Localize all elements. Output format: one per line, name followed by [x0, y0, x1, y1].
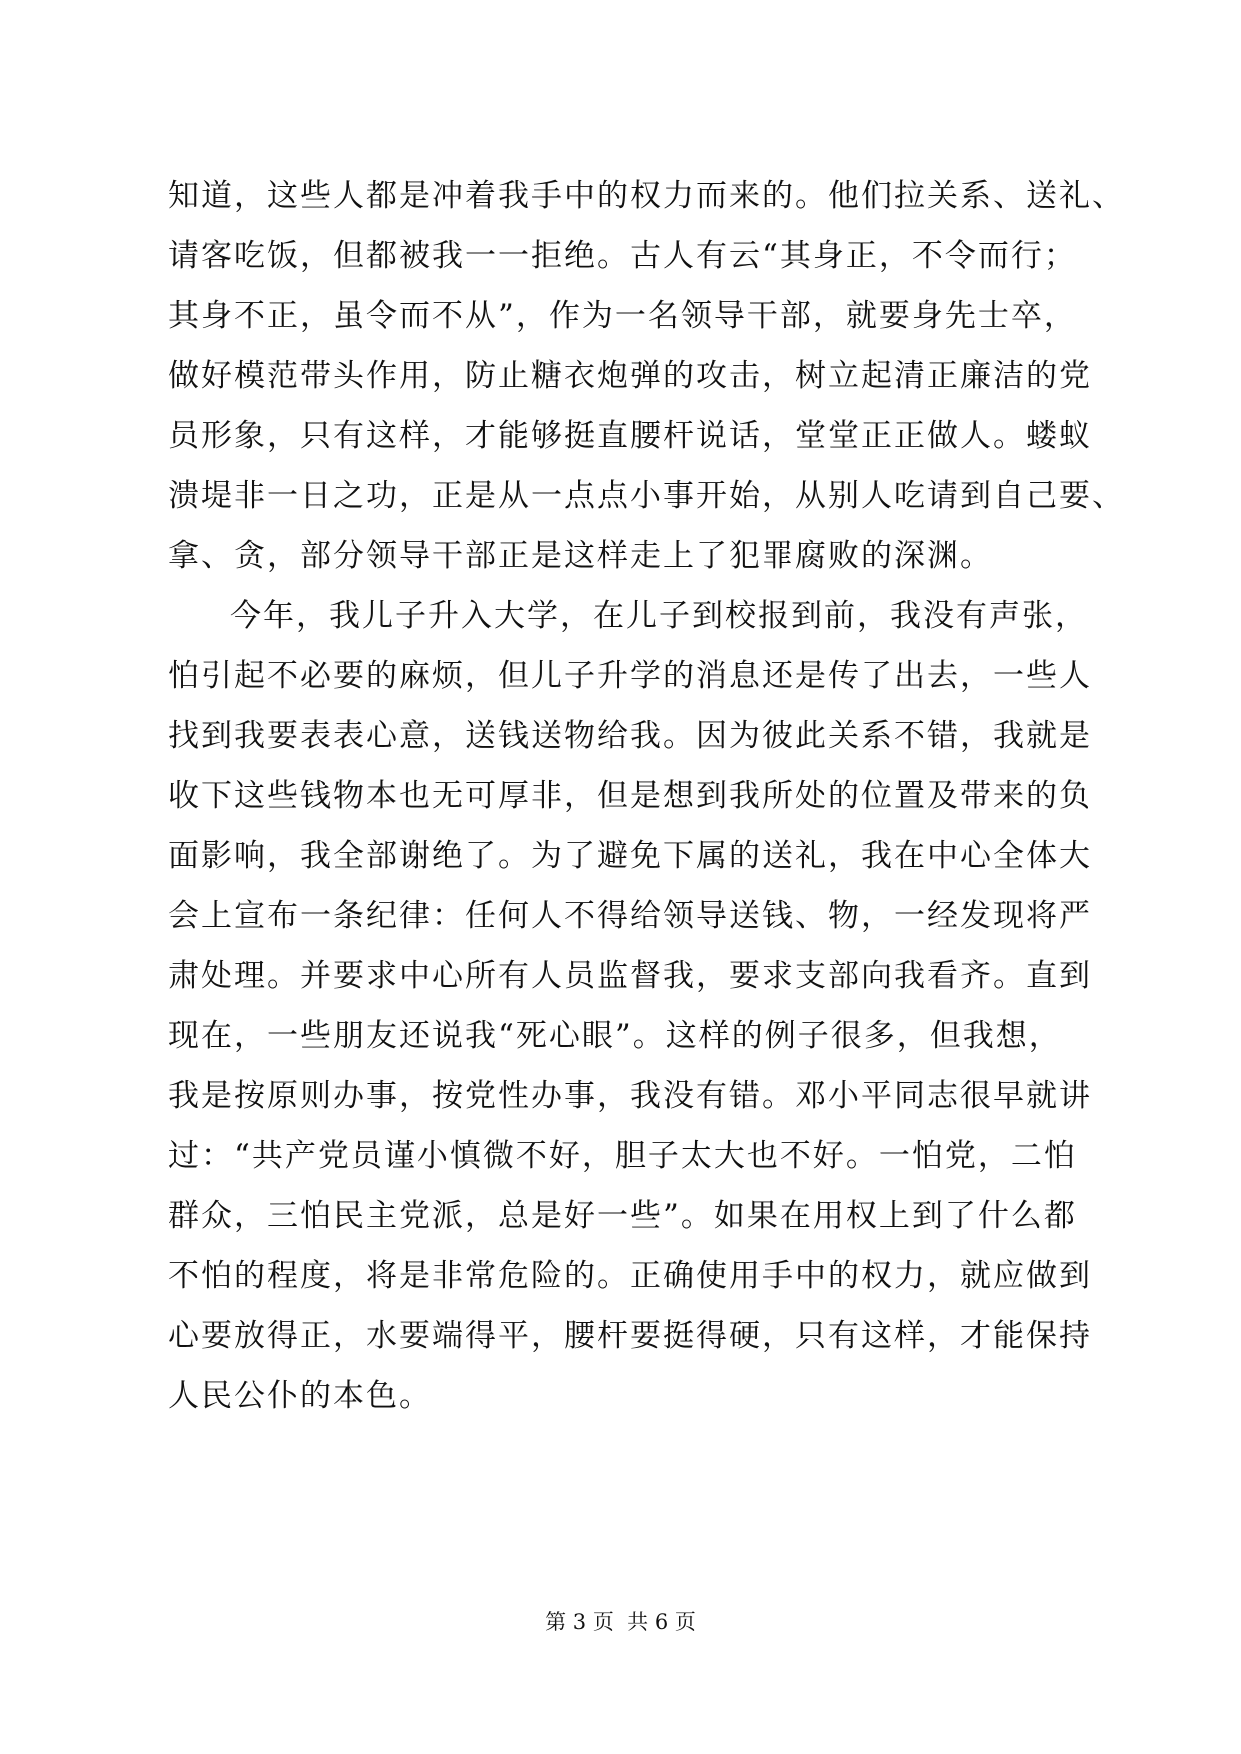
text-line: 过：“共产党员谨小慎微不好，胆子太大也不好。一怕党，二怕 [168, 1138, 1077, 1174]
text-line: 怕引起不必要的麻烦，但儿子升学的消息还是传了出去，一些人 [168, 658, 1092, 694]
text-line: 不怕的程度，将是非常危险的。正确使用手中的权力，就应做到 [168, 1258, 1092, 1294]
text-line: 心要放得正，水要端得平，腰杆要挺得硬，只有这样，才能保持 [168, 1318, 1092, 1354]
text-line: 面影响，我全部谢绝了。为了避免下属的送礼，我在中心全体大 [168, 838, 1092, 874]
text-line: 收下这些钱物本也无可厚非，但是想到我所处的位置及带来的负 [168, 778, 1092, 814]
text-line: 拿、贪，部分领导干部正是这样走上了犯罪腐败的深渊。 [168, 538, 993, 574]
text-line: 溃堤非一日之功，正是从一点点小事开始，从别人吃请到自己要、 [168, 478, 1125, 514]
text-line: 今年，我儿子升入大学，在儿子到校报到前，我没有声张， [230, 598, 1088, 634]
page-number-footer: 第 3 页 共 6 页 [545, 1610, 696, 1634]
text-line: 请客吃饭，但都被我一一拒绝。古人有云“其身正，不令而行； [168, 238, 1077, 274]
body-text [168, 166, 1125, 1426]
text-line: 现在，一些朋友还说我“死心眼”。这样的例子很多，但我想， [168, 1018, 1062, 1054]
text-line: 群众，三怕民主党派，总是好一些”。如果在用权上到了什么都 [168, 1198, 1077, 1234]
text-line: 肃处理。并要求中心所有人员监督我，要求支部向我看齐。直到 [168, 958, 1092, 994]
text-line: 其身不正，虽令而不从”，作为一名领导干部，就要身先士卒， [168, 298, 1077, 334]
text-line: 做好模范带头作用，防止糖衣炮弹的攻击，树立起清正廉洁的党 [168, 358, 1092, 394]
text-line: 找到我要表表心意，送钱送物给我。因为彼此关系不错，我就是 [168, 718, 1092, 754]
text-line: 会上宣布一条纪律：任何人不得给领导送钱、物，一经发现将严 [168, 898, 1092, 934]
text-line: 我是按原则办事，按党性办事，我没有错。邓小平同志很早就讲 [168, 1078, 1092, 1114]
text-line: 员形象，只有这样，才能够挺直腰杆说话，堂堂正正做人。蝼蚁 [168, 418, 1092, 454]
text-line: 知道，这些人都是冲着我手中的权力而来的。他们拉关系、送礼、 [168, 178, 1125, 214]
text-line: 人民公仆的本色。 [168, 1378, 432, 1414]
